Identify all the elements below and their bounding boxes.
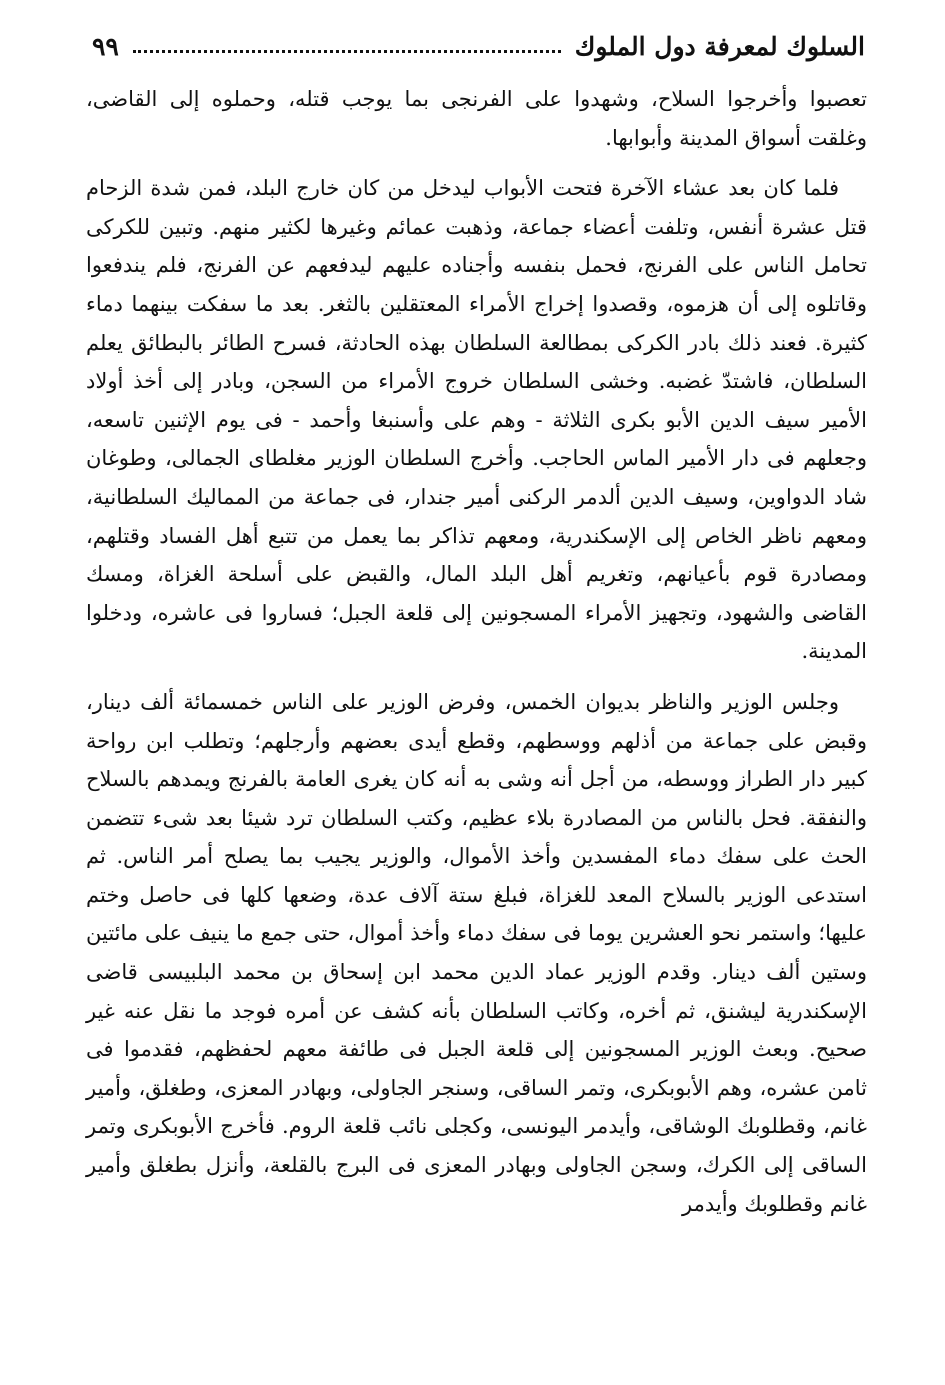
page-number: ٩٩ xyxy=(92,31,119,61)
header-dot-leader xyxy=(133,36,561,53)
paragraph-continuation: تعصبوا وأخرجوا السلاح، وشهدوا على الفرنجى بما يوجب قتله، وحملوه إلى القاضى، وغلقت أسواق المدينة وأبوابها. xyxy=(86,87,867,150)
paragraph: فلما كان بعد عشاء الآخرة فتحت الأبواب ليدخل من كان خارج البلد، فمن شدة الزحام قتل عشرة أنفس، وتلفت أعضاء جماعة، وذهبت عمائم وغيرها لكثير منهم. وتبين للكركى تحامل الناس على الفرنج، فحمل بنفسه وأجناده عليهم ليدفعهم عن الفرنج، فلم يندفعوا وقاتلوه إلى أن هزموه، وقصدوا إخراج الأمراء المعتقلين بالثغر. بعد ما سفكت بينهما دماء كثيرة. فعند ذلك بادر الكركى بمطالعة السلطان بهذه الحادثة، فسرح الطائر بالبطائق يعلم السلطان، فاشتدّ غضبه. وخشى السلطان خروج الأمراء من السجن، وبادر إلى أخذ أولاد الأمير سيف الدين الأبو بكرى الثلاثة - وهم على وأسنبغا وأحمد - فى يوم الإثنين تاسعه، وجعلهم فى دار الأمير الماس الحاجب. وأخرج السلطان الوزير مغلطاى الجمالى، وطوغان شاد الدواوين، وسيف الدين ألدمر الركنى أمير جندار، فى جماعة من المماليك السلطانية، ومعهم ناظر الخاص إلى الإسكندرية، ومعهم تذاكر بما يعمل من تتبع أهل الفساد وقتلهم، ومصادرة قوم بأعيانهم، وتغريم أهل البلد المال، والقبض على أسلحة الغزاة، ومسك القاضى والشهود، وتجهيز الأمراء المسجونين إلى قلعة الجبل؛ فساروا فى عاشره، ودخلوا المدينة. xyxy=(86,176,867,664)
book-title: السلوك لمعرفة دول الملوك xyxy=(574,31,865,61)
running-header xyxy=(92,28,865,64)
body-text xyxy=(86,80,867,1223)
paragraph: وجلس الوزير والناظر بديوان الخمس، وفرض الوزير على الناس خمسمائة ألف دينار، وقبض على جماعة من أذلهم ووسطهم، وقطع أيدى بعضهم وأرجلهم؛ وتطلب ابن رواحة كبير دار الطراز ووسطه، من أجل أنه وشى به أنه كان يغرى العامة بالفرنج ويمدهم بالسلاح والنفقة. فحل بالناس من المصادرة بلاء عظيم، وكتب السلطان ترد شيئا بعد شىء تتضمن الحث على سفك دماء المفسدين وأخذ الأموال، والوزير يجيب بما يصلح أمر الناس. ثم استدعى الوزير بالسلاح المعد للغزاة، فبلغ ستة آلاف عدة، وضعها كلها فى حاصل وختم عليها؛ واستمر نحو العشرين يوما فى سفك دماء وأخذ أموال، حتى جمع ما ينيف على مائتين وستين ألف دينار. وقدم الوزير عماد الدين محمد ابن إسحاق بن محمد البلبيسى قاضى الإسكندرية ليشنق، ثم أخره، وكاتب السلطان بأنه كشف عن أمره فوجد ما نقل عنه غير صحيح. وبعث الوزير المسجونين إلى قلعة الجبل فى طائفة معهم لحفظهم، فقدموا فى ثامن عشره، وهم الأبوبكرى، وتمر الساقى، وسنجر الجاولى، وبهادر المعزى، وطغلق، وأمير غانم، وقطلوبك الوشاقى، وأيدمر اليونسى، وكجلى نائب قلعة الروم. فأخرج الأبوبكرى وتمر الساقى إلى الكرك، وسجن الجاولى وبهادر المعزى فى البرج بالقلعة، وأنزل بطغلق وأمير غانم وقطلوبك وأيدمر xyxy=(86,689,867,1216)
